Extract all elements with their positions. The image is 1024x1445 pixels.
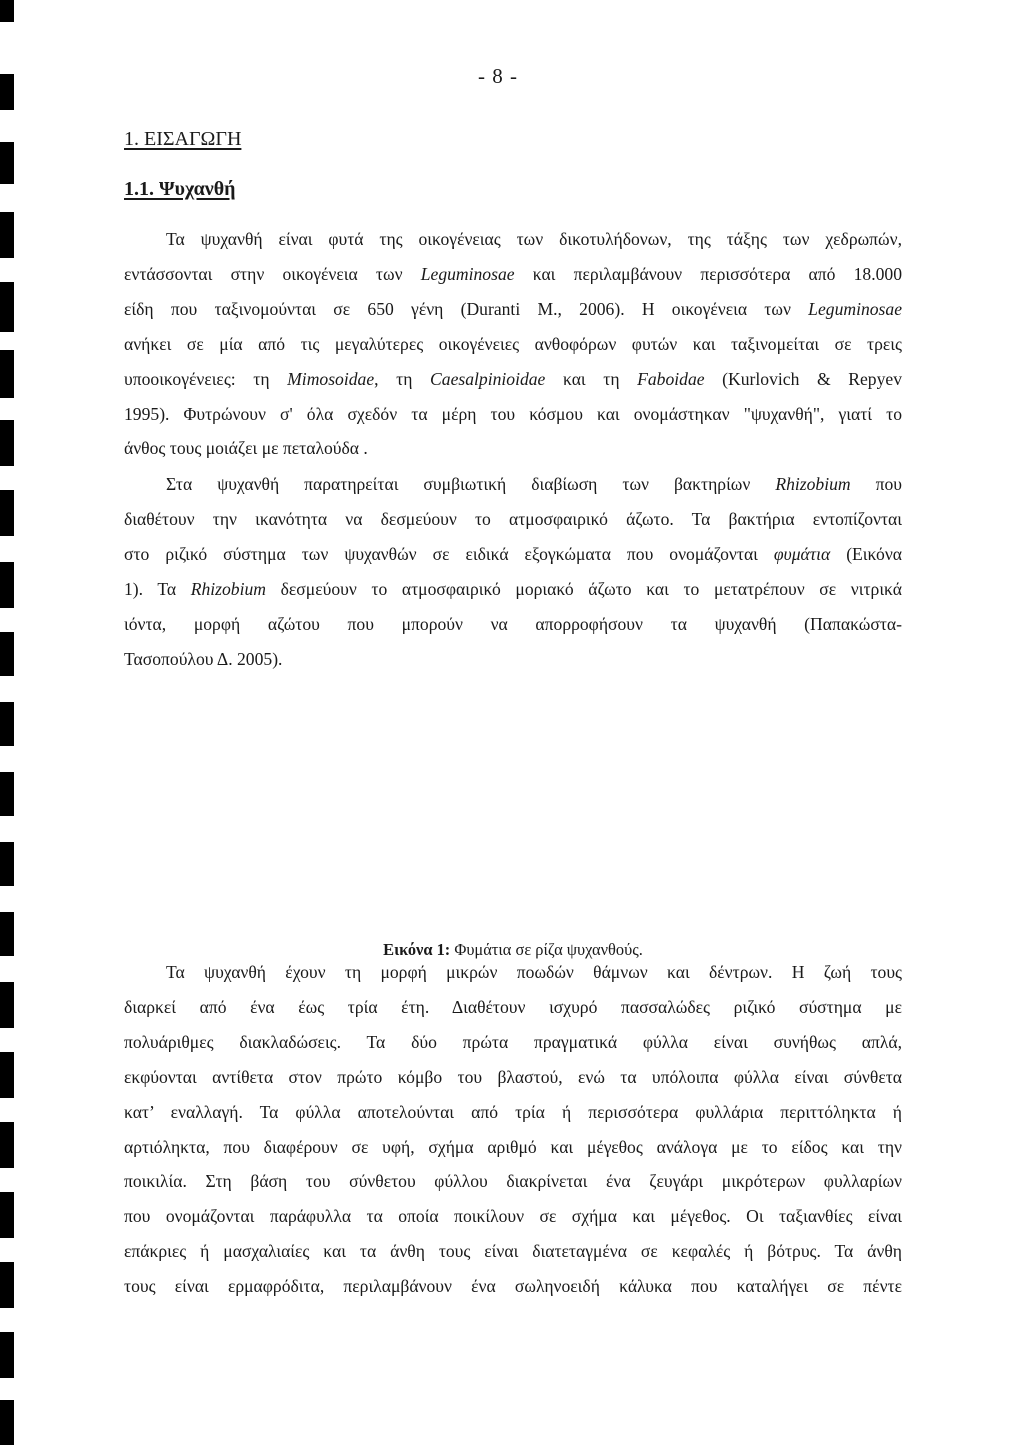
scan-mark: [0, 212, 14, 258]
scan-mark: [0, 142, 14, 184]
text-line: 1). Τα Rhizobium δεσμεύουν το ατμοσφαιρικό μοριακό άζωτο και το μετατρέπουν σε νιτρικά: [124, 578, 902, 599]
text-line: ανήκει σε μία από τις μεγαλύτερες οικογένειες ανθοφόρων φυτών και ταξινομείται σε τρεις: [124, 333, 902, 354]
scan-mark: [0, 74, 14, 110]
text-line: εκφύονται αντίθετα στον πρώτο κόμβο του βλαστού, ενώ τα υπόλοιπα φύλλα είναι σύνθετα: [124, 1066, 902, 1087]
text-line: τους είναι ερμαφρόδιτα, περιλαμβάνουν ένα σωληνοειδή κάλυκα που καταλήγει σε πέντε: [124, 1276, 902, 1297]
text-line: Τασοπούλου Δ. 2005).: [124, 648, 283, 669]
scan-mark: [0, 282, 14, 332]
text-line: είδη που ταξινομούνται σε 650 γένη (Duranti M., 2006). Η οικογένεια των Leguminosae: [124, 298, 902, 319]
text-line: 1995). Φυτρώνουν σ' όλα σχεδόν τα μέρη του κόσμου και ονομάστηκαν "ψυχανθή", γιατί το: [124, 403, 902, 424]
scan-mark: [0, 562, 14, 608]
scan-mark: [0, 702, 14, 746]
text-line: Τα ψυχανθή είναι φυτά της οικογένειας των δικοτυλήδονων, της τάξης των χεδρωπών,: [166, 229, 902, 249]
scan-mark: [0, 632, 14, 676]
scan-mark: [0, 772, 14, 816]
scientific-name: Rhizobium: [190, 578, 266, 599]
scientific-name: Rhizobium: [775, 474, 851, 494]
emphasized-term: φυμάτια: [773, 543, 831, 564]
scan-mark: [0, 1192, 14, 1238]
scan-mark: [0, 1332, 14, 1378]
text-line: στο ριζικό σύστημα των ψυχανθών σε ειδικά εξογκώματα που ονομάζονται φυμάτια (Εικόνα: [124, 543, 902, 564]
text-line: πολυάριθμες διακλαδώσεις. Τα δύο πρώτα πραγματικά φύλλα είναι συνήθως απλά,: [124, 1031, 902, 1052]
scan-mark: [0, 1122, 14, 1168]
section-heading: 1. ΕΙΣΑΓΩΓΗ: [124, 128, 242, 150]
figure-caption-text: Φυμάτια σε ρίζα ψυχανθούς.: [450, 940, 643, 959]
text-line: Στα ψυχανθή παρατηρείται συμβιωτική διαβίωση των βακτηρίων Rhizobium που: [166, 474, 902, 494]
paragraph-morphology: [124, 955, 902, 1304]
scan-mark: [0, 1052, 14, 1098]
scientific-name: Caesalpinioidae: [430, 368, 546, 389]
text-line: επάκριες ή μασχαλιαίες και τα άνθη τους είναι διατεταγμένα σε κεφαλές ή βότρυς. Τα άνθη: [124, 1241, 902, 1262]
scan-mark: [0, 490, 14, 536]
paragraph-legumes-intro: [124, 222, 902, 466]
text-line: κατ’ εναλλαγή. Τα φύλλα αποτελούνται από τρία ή περισσότερα φυλλάρια περιττόληκτα ή: [124, 1101, 902, 1122]
text-line: ποικιλία. Στη βάση του σύνθετου φύλλου διακρίνεται ένα ζευγάρι μικρότερων φυλλαρίων: [124, 1171, 902, 1192]
text-line: διαθέτουν την ικανότητα να δεσμεύουν το ατμοσφαιρικό άζωτο. Τα βακτήρια εντοπίζονται: [124, 508, 902, 529]
scan-mark: [0, 350, 14, 398]
text-line: εντάσσονται στην οικογένεια των Leguminosae και περιλαμβάνουν περισσότερα από 18.000: [124, 263, 902, 284]
scan-mark: [0, 1400, 14, 1445]
scientific-name: Mimosoidae: [287, 368, 375, 389]
figure-label: Εικόνα 1:: [383, 940, 451, 959]
scan-mark: [0, 0, 14, 22]
page-number: - 8 -: [478, 64, 518, 88]
text-line: που ονομάζονται παράφυλλα τα οποία ποικίλουν σε σχήμα και μέγεθος. Οι ταξιανθίες είναι: [124, 1206, 902, 1227]
scan-mark: [0, 420, 14, 466]
text-line: υποοικογένειες: τη Mimosoidae, τη Caesalpinioidae και τη Faboidae (Kurlovich & Repyev: [124, 368, 902, 389]
scan-mark: [0, 912, 14, 956]
paragraph-rhizobium: [124, 467, 902, 676]
scientific-name: Leguminosae: [420, 263, 515, 284]
scientific-name: Leguminosae: [808, 298, 902, 319]
text-line: ιόντα, μορφή αζώτου που μπορούν να απορροφήσουν τα ψυχανθή (Παπακώστα-: [124, 613, 902, 634]
scan-mark: [0, 982, 14, 1028]
text-line: άνθος τους μοιάζει με πεταλούδα .: [124, 438, 368, 459]
scan-mark: [0, 842, 14, 886]
scientific-name: Faboidae: [637, 368, 705, 389]
scan-edge-strip: [0, 0, 14, 1445]
subsection-heading: 1.1. Ψυχανθή: [124, 178, 236, 200]
text-line: Τα ψυχανθή έχουν τη μορφή μικρών ποωδών θάμνων και δέντρων. Η ζωή τους: [166, 962, 902, 982]
scan-mark: [0, 1262, 14, 1308]
text-line: αρτιόληκτα, που διαφέρουν σε υφή, σχήμα αριθμό και μέγεθος ανάλογα με το είδος και την: [124, 1136, 902, 1157]
text-line: διαρκεί από ένα έως τρία έτη. Διαθέτουν ισχυρό πασσαλώδες ριζικό σύστημα με: [124, 996, 902, 1017]
